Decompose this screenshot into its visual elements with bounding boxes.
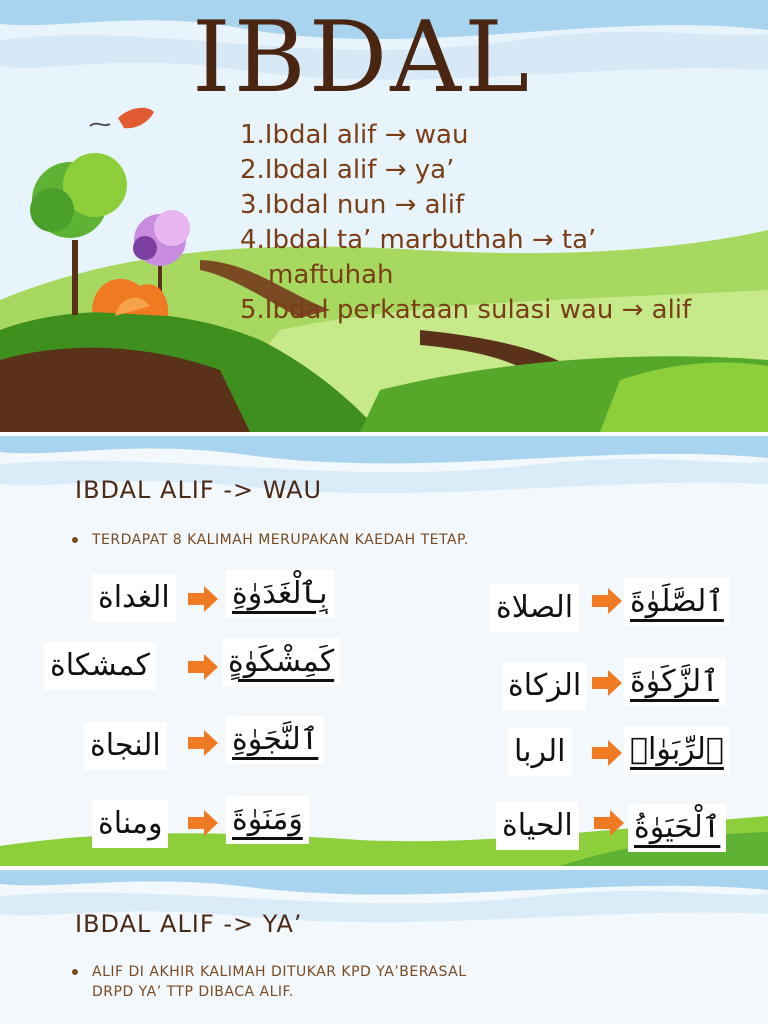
quranic-word: ٱلْحَيَوٰةُ <box>628 804 726 852</box>
plain-word: الزكاة <box>502 662 587 710</box>
slide-ibdal-alif-wau <box>0 436 768 866</box>
list-item: 5.Ibdal perkataan sulasi wau → alif <box>240 295 692 325</box>
quranic-word: ٱلنَّجَوٰةِ <box>226 716 324 764</box>
orange-arrow-icon <box>188 810 218 836</box>
quranic-word: بِٱلْغَدَوٰةِ <box>226 570 334 618</box>
bullet-label: TERDAPAT 8 KALIMAH MERUPAKAN KAEDAH TETAP. <box>92 532 469 548</box>
orange-arrow-icon <box>592 670 622 696</box>
bullet-text <box>72 530 469 550</box>
list-item: 2.Ibdal alif → ya’ <box>240 155 455 185</box>
plain-word: ومناة <box>92 800 168 848</box>
list-item-continuation: maftuhah <box>268 260 394 290</box>
plain-word: الربا <box>508 728 572 776</box>
plain-word: الحياة <box>496 802 579 850</box>
bullet-text <box>72 962 467 1002</box>
plain-word: الصلاة <box>490 584 579 632</box>
quranic-word: ٱلصَّلَوٰةَ <box>624 578 730 626</box>
bullet-dot-icon <box>72 969 78 975</box>
plain-word: النجاة <box>84 722 167 770</box>
orange-arrow-icon <box>188 654 218 680</box>
orange-arrow-icon <box>594 810 624 836</box>
list-item: 4.Ibdal ta’ marbuthah → ta’ <box>240 225 597 255</box>
ibdal-list <box>240 118 691 328</box>
plain-word: الغداة <box>92 574 176 622</box>
slide-title <box>0 0 768 432</box>
orange-arrow-icon <box>188 586 218 612</box>
orange-arrow-icon <box>592 740 622 766</box>
orange-arrow-icon <box>592 588 622 614</box>
list-item: 3.Ibdal nun → alif <box>240 190 465 220</box>
quranic-word: ٱلرِّبَوٰا۟ <box>624 726 730 774</box>
slide-ibdal-alif-ya <box>0 870 768 1024</box>
quranic-word: ٱلزَّكَوٰةَ <box>624 658 725 706</box>
section-heading: IBDAL ALIF -> WAU <box>75 476 323 504</box>
section-heading: IBDAL ALIF -> YA’ <box>75 910 303 938</box>
plain-word: كمشكاة <box>44 642 156 690</box>
bullet-line: DRPD YA’ TTP DIBACA ALIF. <box>92 984 294 1000</box>
quranic-word: وَمَنَوٰةَ <box>226 796 309 844</box>
quranic-word: كَمِشْكَوٰةٍ <box>222 638 340 686</box>
list-item: 1.Ibdal alif → wau <box>240 120 469 150</box>
bullet-dot-icon <box>72 537 78 543</box>
bullet-line: ALIF DI AKHIR KALIMAH DITUKAR KPD YA’BERASAL <box>92 964 467 980</box>
orange-arrow-icon <box>188 730 218 756</box>
page-title: IBDAL <box>192 1 533 115</box>
